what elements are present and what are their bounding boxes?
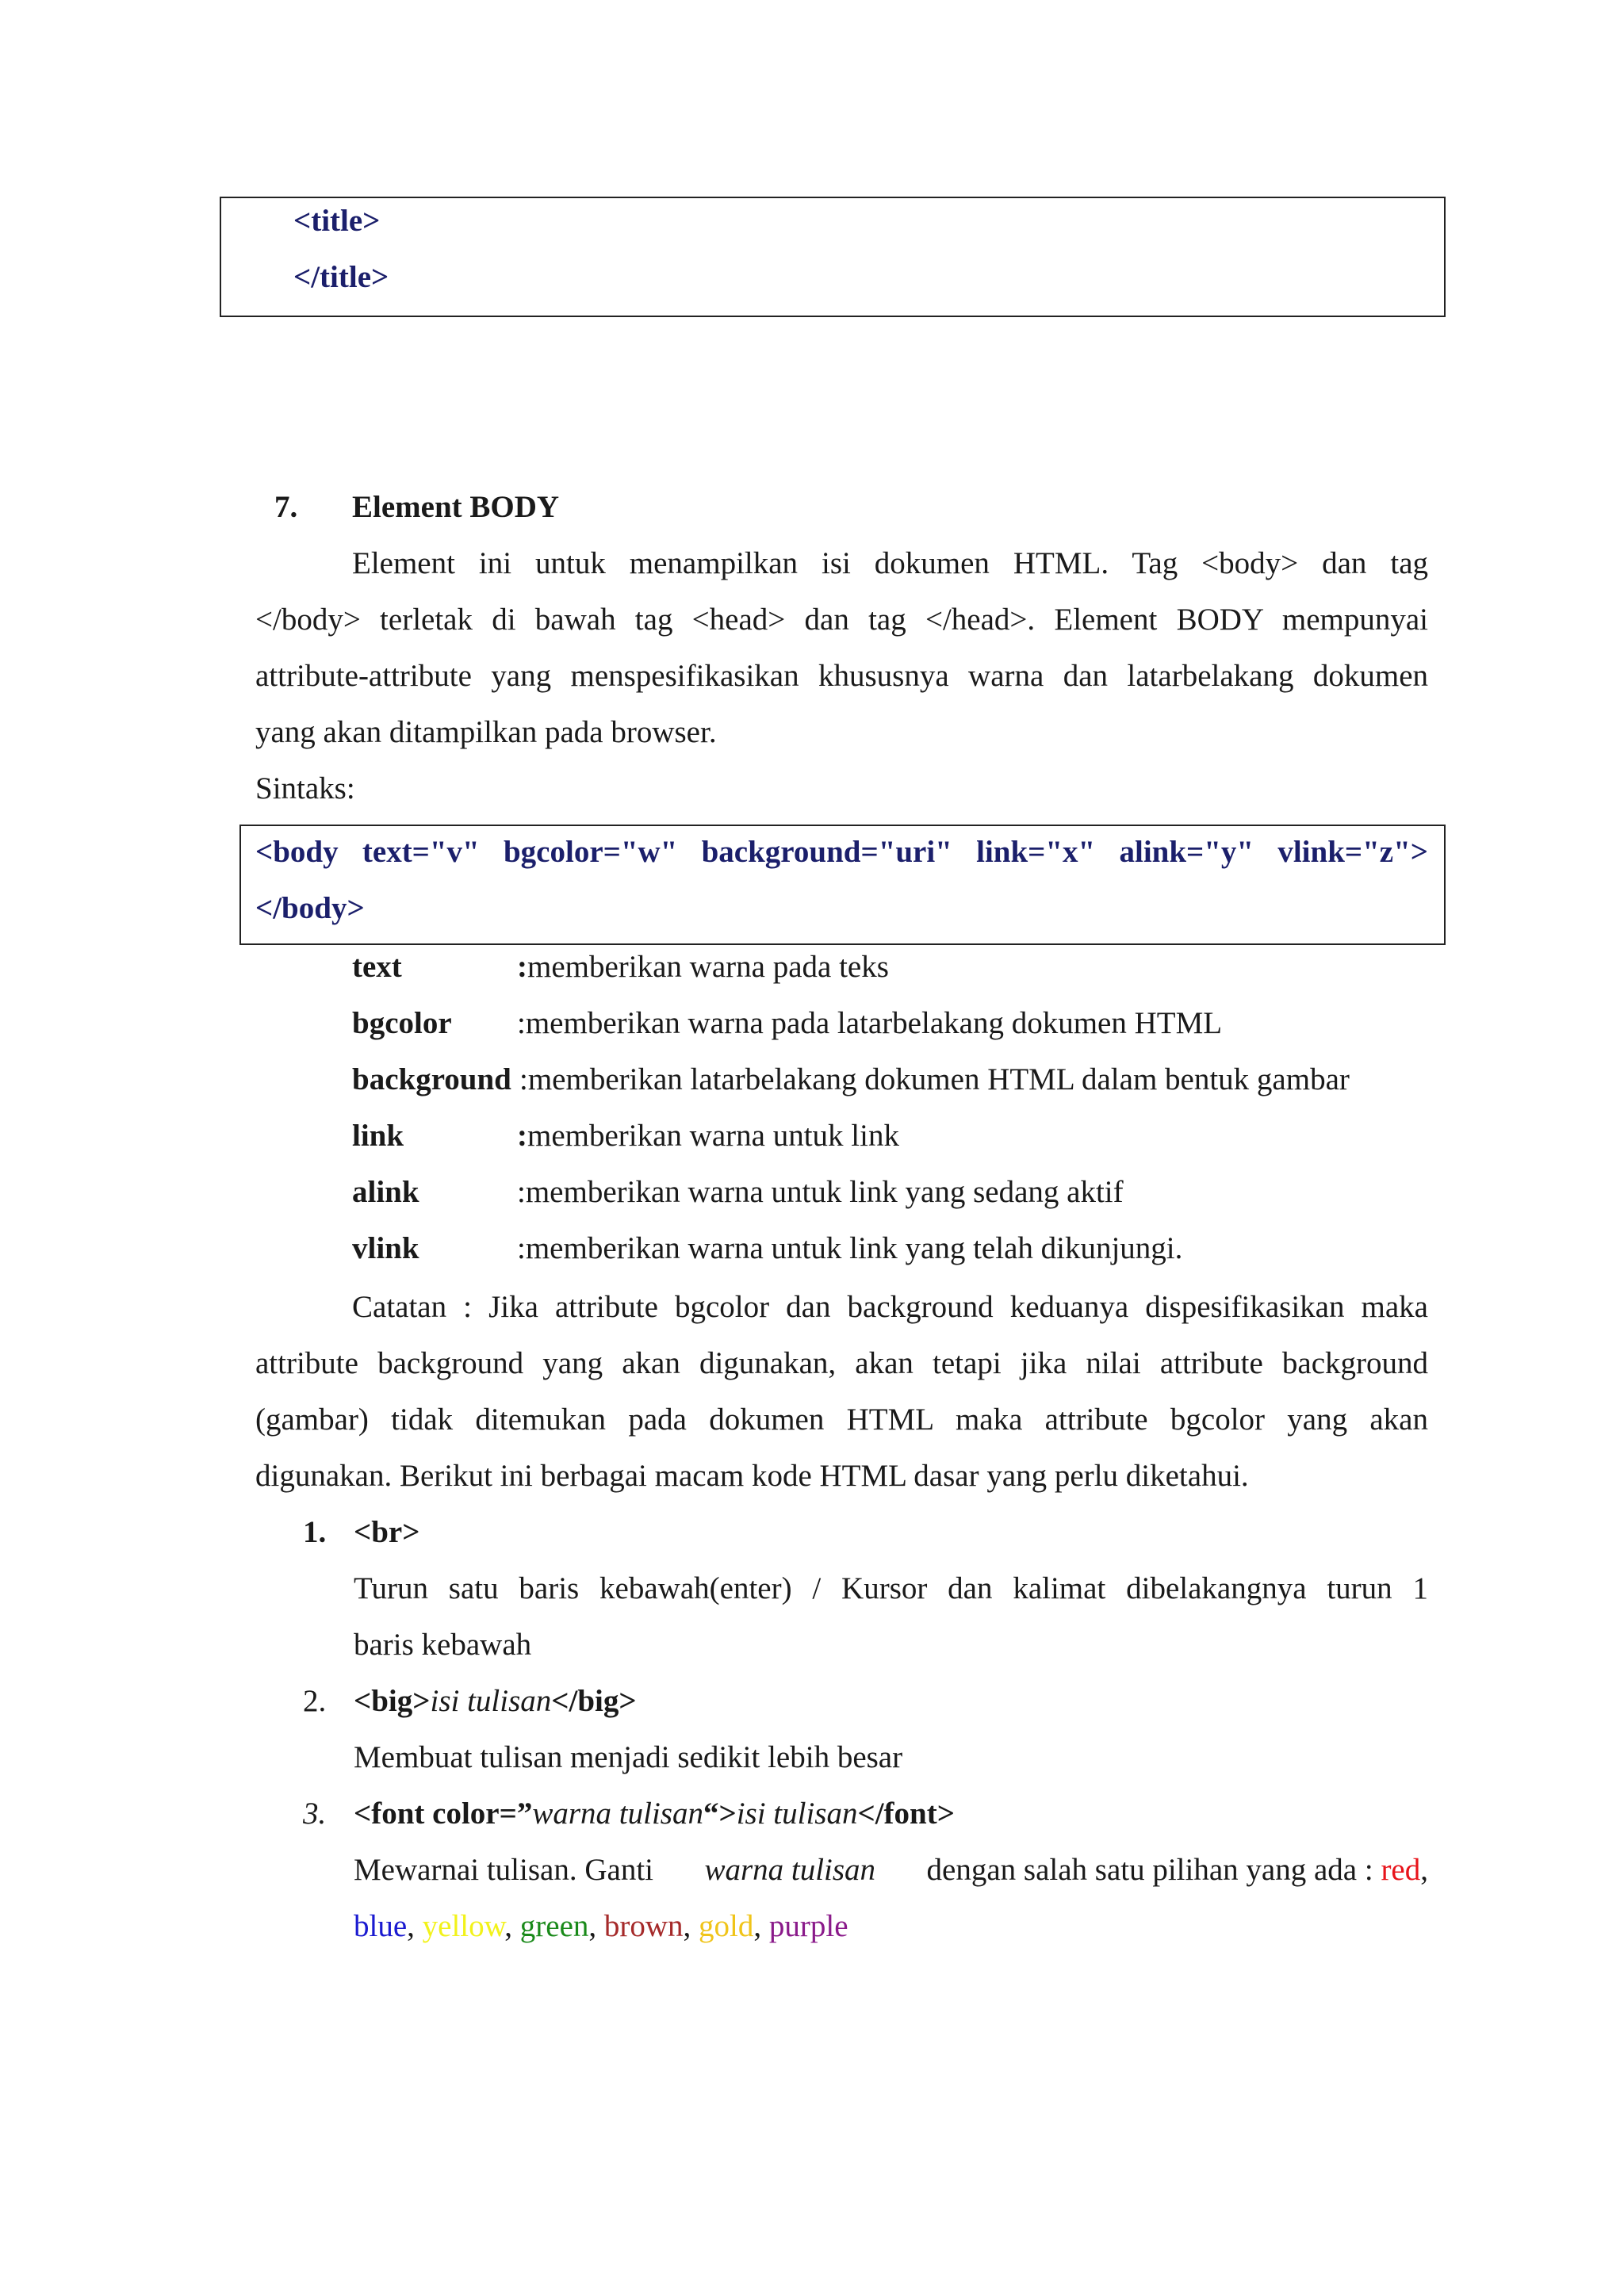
syntax-part: link="x"	[976, 835, 1096, 869]
body-para-line-2: </body> terletak di bawah tag <head> dan tag </head>. Element BODY mempunyai	[255, 603, 1428, 637]
attr-term: text	[352, 950, 402, 984]
color-word: brown	[603, 1909, 684, 1943]
title-code-box	[220, 197, 1446, 317]
syntax-part: alink="y"	[1119, 835, 1254, 869]
color-list-line: blue, yellow, green, brown, gold, purple	[354, 1909, 848, 1943]
attr-term: vlink	[352, 1231, 419, 1265]
attr-def: :memberikan warna pada teks	[517, 950, 889, 984]
attr-def: :memberikan warna untuk link yang telah dikunjungi.	[517, 1231, 1183, 1265]
attr-term: link	[352, 1119, 404, 1153]
color-word: gold	[699, 1909, 754, 1943]
attr-def: :memberikan warna untuk link yang sedang aktif	[517, 1175, 1124, 1209]
list-desc-line: Mewarnai tulisan. Ganti warna tulisan dengan salah satu pilihan yang ada : red,	[354, 1853, 1428, 1887]
attr-def: :memberikan warna untuk link	[517, 1119, 899, 1153]
list-number: 2.	[303, 1684, 327, 1718]
syntax-part: text="v"	[362, 835, 480, 869]
list-code-font: <font color=”warna tulisan“>isi tulisan</font>	[354, 1797, 955, 1831]
section-number: 7.	[274, 490, 298, 524]
attr-def: :memberikan warna pada latarbelakang dokumen HTML	[517, 1006, 1223, 1040]
syntax-line-2: </body>	[255, 891, 365, 925]
body-para-line-4: yang akan ditampilkan pada browser.	[255, 715, 717, 749]
body-para-line-3: attribute-attribute yang menspesifikasikan khususnya warna dan latarbelakang dokumen	[255, 659, 1428, 693]
attr-term: background	[352, 1062, 511, 1096]
title-open-tag: <title>	[293, 204, 381, 238]
attr-term: alink	[352, 1175, 419, 1209]
syntax-label: Sintaks:	[255, 771, 355, 806]
list-desc-line: Membuat tulisan menjadi sedikit lebih besar	[354, 1740, 903, 1774]
list-desc-line: baris kebawah	[354, 1628, 532, 1662]
list-code-big: <big>isi tulisan</big>	[354, 1684, 637, 1718]
attr-term: bgcolor	[352, 1006, 452, 1040]
color-word: red	[1381, 1853, 1421, 1887]
color-word: green	[519, 1909, 589, 1943]
list-desc-line: Turun satu baris kebawah(enter) / Kursor dan kalimat dibelakangnya turun 1	[354, 1571, 1428, 1605]
list-number: 3.	[303, 1797, 327, 1831]
syntax-line-1	[255, 834, 1428, 870]
color-word: yellow	[422, 1909, 505, 1943]
syntax-part: background="uri"	[701, 835, 952, 869]
list-number: 1.	[303, 1515, 327, 1549]
body-para-line-1: Element ini untuk menampilkan isi dokumen HTML. Tag <body> dan tag	[352, 546, 1428, 580]
note-line-1: Catatan : Jika attribute bgcolor dan background keduanya dispesifikasikan maka	[352, 1290, 1428, 1324]
color-word: purple	[768, 1909, 848, 1943]
title-close-tag: </title>	[293, 260, 389, 294]
syntax-part: bgcolor="w"	[503, 835, 678, 869]
note-line-4: digunakan. Berikut ini berbagai macam kode HTML dasar yang perlu diketahui.	[255, 1459, 1249, 1493]
syntax-part: <body	[255, 835, 339, 869]
section-heading: Element BODY	[352, 490, 560, 524]
attr-def: :memberikan latarbelakang dokumen HTML dalam bentuk gambar	[519, 1062, 1350, 1096]
color-word: blue	[354, 1909, 408, 1943]
note-line-2: attribute background yang akan digunakan, akan tetapi jika nilai attribute background	[255, 1346, 1428, 1380]
note-line-3: (gambar) tidak ditemukan pada dokumen HTML maka attribute bgcolor yang akan	[255, 1402, 1428, 1437]
syntax-part: vlink="z">	[1277, 835, 1428, 869]
list-code-br: <br>	[354, 1515, 420, 1549]
